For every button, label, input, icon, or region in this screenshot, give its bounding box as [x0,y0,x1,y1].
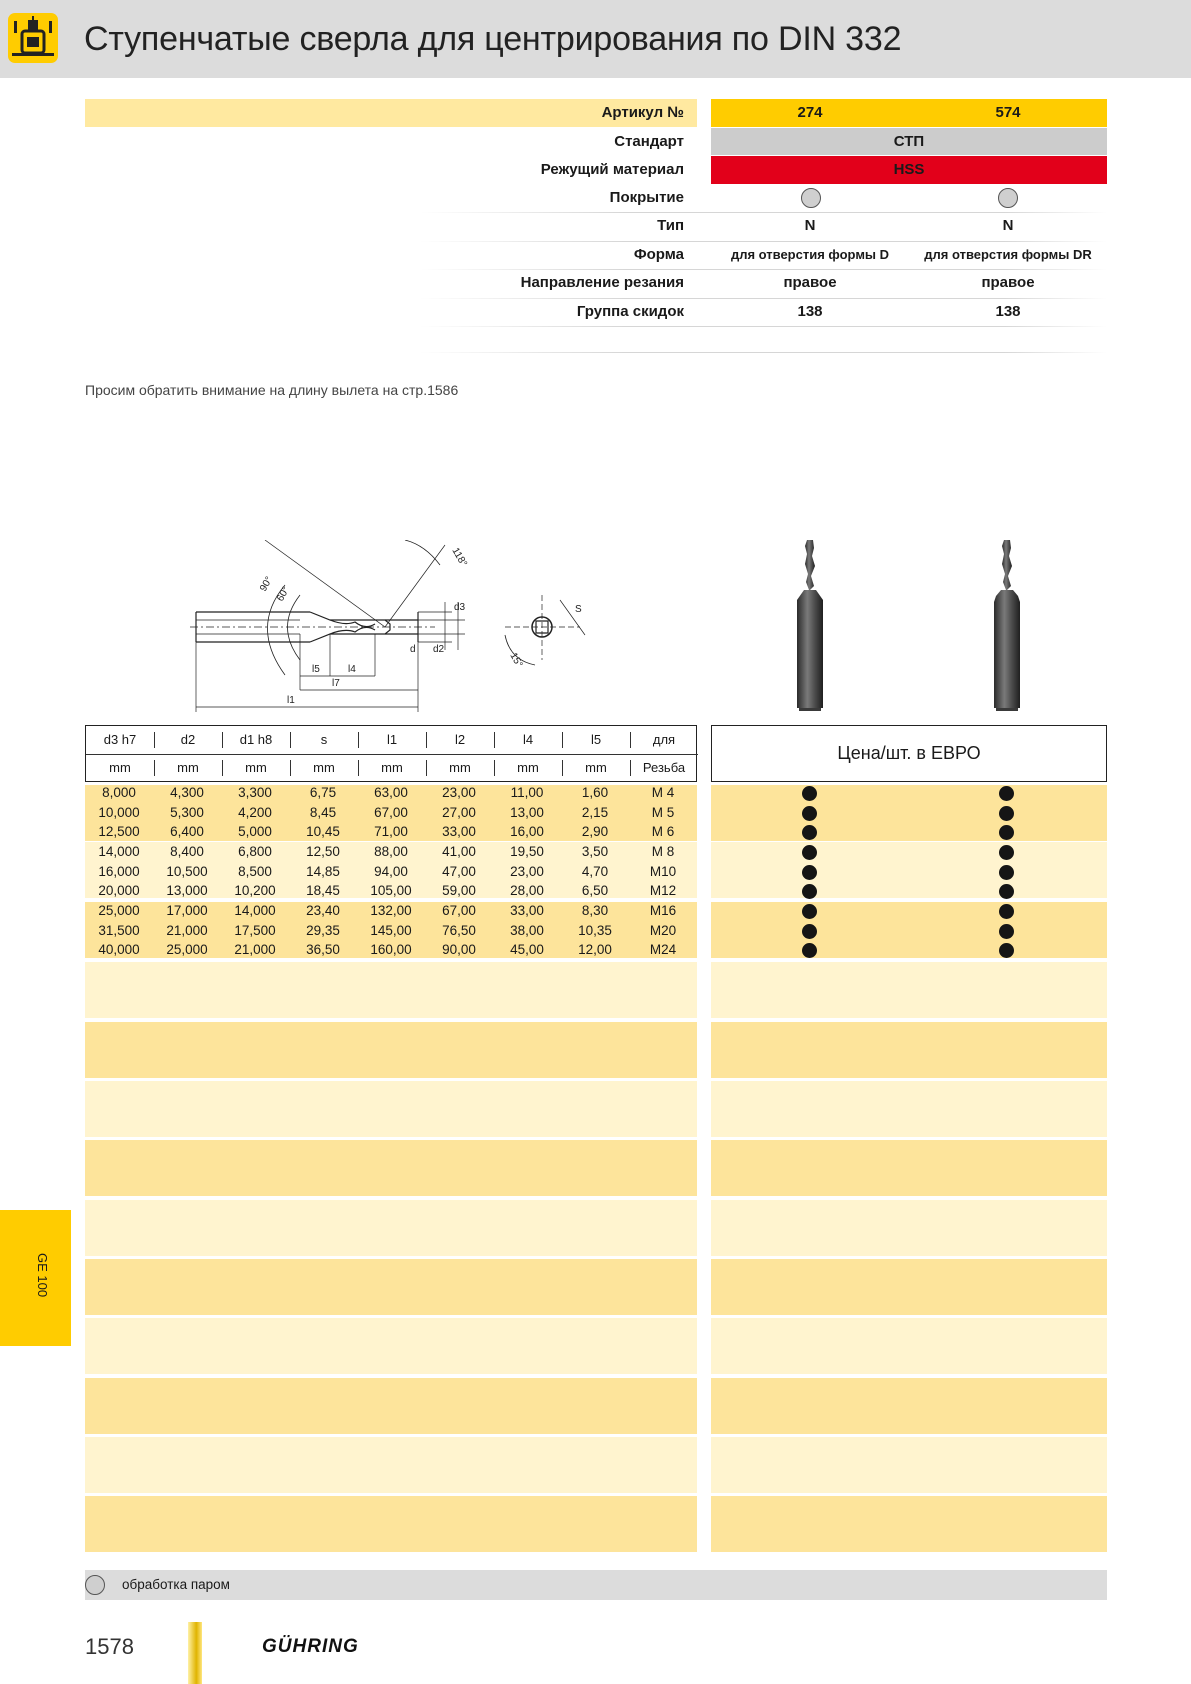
table-band [711,1259,1107,1315]
table-cell: 33,00 [510,903,544,918]
table-cell: 76,50 [442,923,476,938]
availability-dot [999,786,1014,801]
table-cell: 4,70 [581,864,609,879]
material-value: HSS [893,161,925,178]
steam-coating-icon [85,1575,105,1595]
table-cell: 67,00 [374,805,408,820]
column-header: l4 [522,732,534,747]
tool-category-icon [8,13,58,63]
availability-dot [802,865,817,880]
type-value: N [804,217,816,234]
availability-dot [802,825,817,840]
table-cell: M 5 [651,805,675,820]
table-band [711,1140,1107,1196]
availability-dot [802,786,817,801]
table-cell: 88,00 [374,844,408,859]
overhang-note: Просим обратить внимание на длину вылета на стр.1586 [85,382,459,398]
table-cell: 23,00 [510,864,544,879]
column-header: s [320,732,328,747]
spec-label-coating: Покрытие [609,189,684,206]
table-cell: M 8 [651,844,675,859]
technical-drawing [190,540,600,715]
spec-label-standard: Стандарт [614,133,684,150]
brand-logo: GÜHRING [262,1636,359,1657]
article-number-274: 274 [797,104,823,121]
table-cell: 5,000 [238,824,272,839]
column-unit: mm [245,760,267,775]
table-cell: 23,40 [306,903,340,918]
dimension-label: l4 [348,664,356,675]
legend-text: обработка паром [122,1577,230,1592]
page-header [0,0,1191,78]
table-cell: 17,500 [234,923,276,938]
table-cell: 6,400 [170,824,204,839]
legend [85,1570,1107,1600]
table-cell: 31,500 [98,923,140,938]
column-header: d1 h8 [239,732,273,747]
table-cell: 40,000 [98,942,140,957]
column-unit: mm [177,760,199,775]
dimension-table-header [85,725,697,782]
table-cell: 59,00 [442,883,476,898]
table-cell: 67,00 [442,903,476,918]
table-cell: 2,90 [581,824,609,839]
table-cell: M24 [649,942,677,957]
price-header: Цена/шт. в ЕВРО [711,725,1107,782]
table-cell: 25,000 [166,942,208,957]
spec-label-form: Форма [633,246,684,263]
angle-label: 90° [258,574,276,594]
table-cell: 13,000 [166,883,208,898]
angle-label: 60° [275,584,293,604]
table-cell: 16,00 [510,824,544,839]
table-cell: 8,45 [309,805,337,820]
table-band [85,1318,697,1374]
table-cell: 12,00 [578,942,612,957]
table-cell: 5,300 [170,805,204,820]
direction-value: правое [783,274,837,291]
table-cell: 29,35 [306,923,340,938]
table-band [85,1437,697,1493]
availability-dot [999,825,1014,840]
table-cell: 33,00 [442,824,476,839]
table-cell: 71,00 [374,824,408,839]
spec-label-material: Режущий материал [540,161,684,178]
column-header: d3 h7 [103,732,137,747]
table-cell: 28,00 [510,883,544,898]
table-cell: 63,00 [374,785,408,800]
column-unit: Резьба [642,760,686,775]
table-cell: 25,000 [98,903,140,918]
table-band [711,785,1107,841]
spec-label-direction: Направление резания [520,274,684,291]
availability-dot [802,845,817,860]
table-cell: 14,000 [98,844,140,859]
table-cell: 3,50 [581,844,609,859]
table-band [711,1200,1107,1256]
table-band [711,1022,1107,1078]
type-value: N [1002,217,1014,234]
discount-value: 138 [995,303,1021,320]
section-tab-label: GE 100 [35,1253,50,1298]
drill-photo-574 [987,538,1027,713]
availability-dot [802,806,817,821]
table-band [711,962,1107,1018]
table-cell: 10,000 [98,805,140,820]
table-cell: 13,00 [510,805,544,820]
availability-dot [999,904,1014,919]
availability-dot [999,865,1014,880]
form-value: для отверстия формы DR [924,247,1092,262]
table-cell: 94,00 [374,864,408,879]
spec-label-type: Тип [657,217,684,234]
table-cell: 20,000 [98,883,140,898]
spec-label-discount: Группа скидок [576,303,684,320]
table-cell: 21,000 [234,942,276,957]
table-band [85,1200,697,1256]
table-cell: 8,000 [102,785,136,800]
table-band [85,1022,697,1078]
table-cell: 6,75 [309,785,337,800]
table-cell: 27,00 [442,805,476,820]
table-band [711,902,1107,958]
table-cell: 16,000 [98,864,140,879]
table-cell: M 4 [651,785,675,800]
dimension-label: l1 [287,695,295,706]
column-unit: mm [517,760,539,775]
table-cell: 38,00 [510,923,544,938]
table-cell: 3,300 [238,785,272,800]
table-cell: 105,00 [370,883,412,898]
table-cell: 10,500 [166,864,208,879]
column-unit: mm [585,760,607,775]
table-cell: 12,50 [306,844,340,859]
angle-label: 15° [507,651,525,670]
angle-label: 118° [449,546,469,569]
table-band [85,1259,697,1315]
column-header: l5 [590,732,602,747]
table-band [711,1081,1107,1137]
spec-label-article: Артикул № [601,104,684,121]
table-band [711,1496,1107,1552]
table-cell: 145,00 [370,923,412,938]
spec-divider [420,352,1107,353]
spec-divider [420,326,1107,327]
availability-dot [802,943,817,958]
column-unit: mm [449,760,471,775]
column-unit: mm [109,760,131,775]
standard-value: СТП [893,133,925,150]
table-cell: 4,200 [238,805,272,820]
drill-photo-274 [790,538,830,713]
table-band [711,842,1107,898]
table-cell: 160,00 [370,942,412,957]
dimension-label: d2 [433,644,445,655]
steam-coating-icon [801,188,821,208]
table-cell: 6,800 [238,844,272,859]
availability-dot [802,904,817,919]
page-title: Ступенчатые сверла для центрирования по DIN 332 [84,20,902,58]
table-band [85,1496,697,1552]
table-cell: 14,85 [306,864,340,879]
dimension-label: l7 [332,678,340,689]
availability-dot [999,884,1014,899]
column-header: l1 [386,732,398,747]
table-cell: M20 [649,923,677,938]
table-cell: 36,50 [306,942,340,957]
table-band [711,1318,1107,1374]
table-cell: 90,00 [442,942,476,957]
table-cell: 17,000 [166,903,208,918]
table-band [711,1378,1107,1434]
table-cell: M 6 [651,824,675,839]
table-cell: 8,500 [238,864,272,879]
table-cell: 10,200 [234,883,276,898]
table-cell: 1,60 [581,785,609,800]
footer-accent [188,1622,202,1684]
dimension-label: S [575,604,582,615]
steam-coating-icon [998,188,1018,208]
availability-dot [802,884,817,899]
table-cell: 18,45 [306,883,340,898]
table-cell: 21,000 [166,923,208,938]
table-cell: 11,00 [510,785,544,800]
table-cell: 41,00 [442,844,476,859]
table-cell: 45,00 [510,942,544,957]
page-number: 1578 [85,1634,134,1659]
column-header: l2 [454,732,466,747]
availability-dot [999,943,1014,958]
table-cell: 23,00 [442,785,476,800]
dimension-label: d [410,644,416,655]
table-cell: 47,00 [442,864,476,879]
column-header: для [652,732,676,747]
table-band [85,1140,697,1196]
table-cell: 8,30 [581,903,609,918]
availability-dot [999,806,1014,821]
availability-dot [999,924,1014,939]
direction-value: правое [981,274,1035,291]
dimension-label: d3 [454,602,466,613]
availability-dot [999,845,1014,860]
column-unit: mm [381,760,403,775]
table-cell: 14,000 [234,903,276,918]
table-cell: 10,45 [306,824,340,839]
column-unit: mm [313,760,335,775]
table-cell: 10,35 [578,923,612,938]
discount-value: 138 [797,303,823,320]
table-cell: M12 [649,883,677,898]
table-cell: 6,50 [581,883,609,898]
column-header: d2 [180,732,196,747]
table-cell: 12,500 [98,824,140,839]
table-cell: M10 [649,864,677,879]
form-value: для отверстия формы D [730,247,890,262]
table-cell: 2,15 [581,805,609,820]
dimension-label: l5 [312,664,320,675]
table-cell: 19,50 [510,844,544,859]
table-cell: 8,400 [170,844,204,859]
table-cell: 4,300 [170,785,204,800]
article-number-574: 574 [995,104,1021,121]
availability-dot [802,924,817,939]
table-band [711,1437,1107,1493]
table-cell: 132,00 [370,903,412,918]
table-band [85,1081,697,1137]
table-band [85,962,697,1018]
table-cell: M16 [649,903,677,918]
table-band [85,1378,697,1434]
